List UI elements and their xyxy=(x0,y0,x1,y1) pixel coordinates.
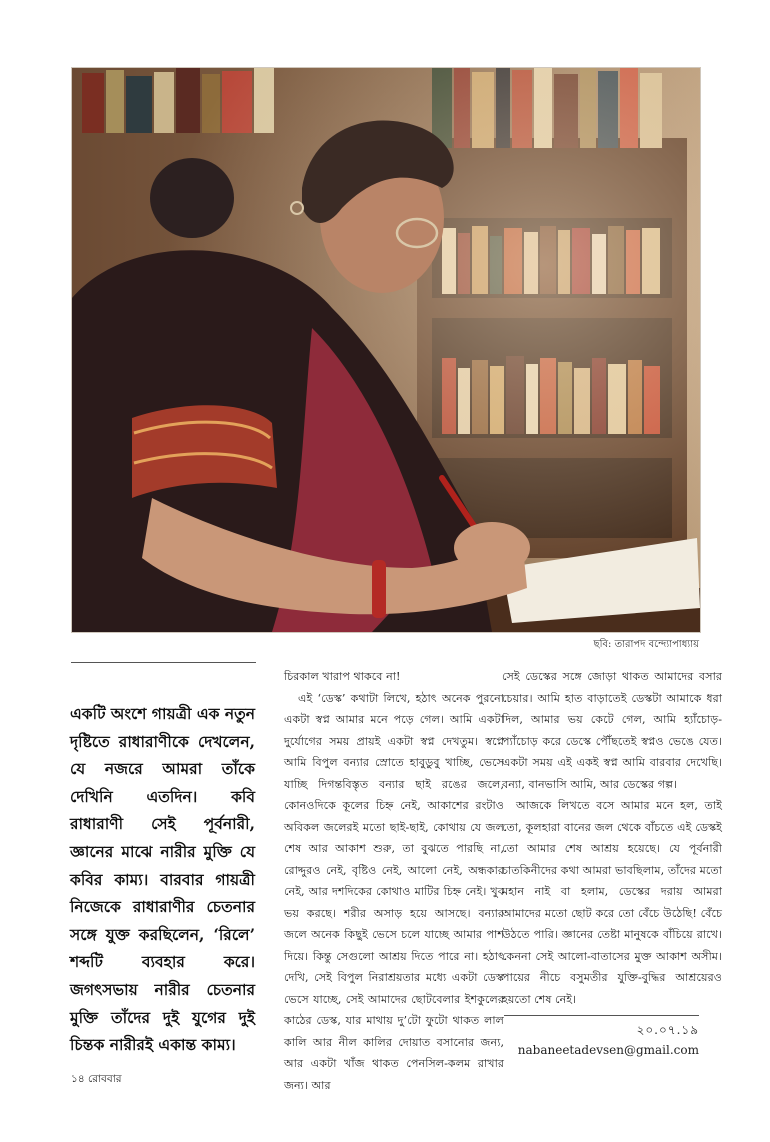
photo-credit: ছবি: তারাপদ বন্দ্যোপাধ্যায় xyxy=(593,639,699,650)
photo-illustration xyxy=(72,68,700,632)
article-column-3 xyxy=(502,666,722,1010)
pull-quote: একটি অংশে গায়ত্রী এক নতুন দৃষ্টিতে রাধারাণীকে দেখলেন, যে নজরে আমরা তাঁকে দেখিনি এতদিন। কবি রাধারাণী সেই পূর্বনারী, জ্ঞানের মাঝে নারীর মুক্তি যে কবির কাম্য। বারবার গায়ত্রী নিজেকে রাধারাণীর চেতনার সঙ্গে যুক্ত করছিলেন, ‘রিলে’ শব্দটি ব্যবহার করে। জগৎসভায় নারীর চেতনার মুক্তি তাঁদের দুই যুগের দুই চিন্তক নারীরই একান্ত কাম্য। xyxy=(70,704,255,1055)
article-photo xyxy=(71,67,701,633)
paragraph: সেই ডেস্কের সঙ্গে জোড়া থাকত আমাদের বসার চেয়ার। আমি হাত বাড়াতেই ডেস্কটা আমাকে ধরা দিল, আমার ভয় কেটে গেল, আমি হ্যাঁচোড়-প্যাঁচোড় করে ডেস্কে পৌঁছতেই স্বপ্নও ভেঙে যেত। একটা সময় এই একই স্বপ্ন আমি বারবার দেখেছি। বন্যা, বানভাসি আমি, আর ডেস্কের গল্প। xyxy=(502,670,722,791)
article-column-2 xyxy=(284,666,504,1096)
page-footer: ১৪ রোববার xyxy=(71,1073,122,1085)
signature-rule xyxy=(504,1015,699,1016)
paragraph: চিরকাল খারাপ থাকবে না! xyxy=(284,670,401,683)
paragraph: আজকে লিখতে বসে আমার মনে হল, তাই তো, কূলহারা বানের জল থেকে বাঁচতে এই ডেস্কই তো আমার শেষ আশ্রয় হয়েছে। যে পূর্বনারী চাতকিনীদের কথা আমরা ভাবছিলাম, তাঁদের মতো মহান নাই বা হলাম, ডেস্কের দরায় আমরা আমাদের মতো ছোট করে তো বেঁচে উঠেছি! বেঁচে উঠতে পারি। জ্ঞানের তেষ্টা মানুষকে বাঁচিয়ে রাখে। কেননা সেই আলো-বাতাসের মুক্ত আকাশ অসীম। পায়ের নীচে বসুমতীর যুক্তি-বুদ্ধির আশ্রয়েরও হয়তো শেষ নেই। xyxy=(502,799,722,1006)
pull-quote-top-rule xyxy=(71,662,256,663)
author-email: nabaneetadevsen@gmail.com xyxy=(517,1043,699,1057)
paragraph: এই ‘ডেস্ক’ কথাটা লিখে, হঠাৎ অনেক পুরনো একটা স্বপ্ন আমার মনে পড়ে গেল। আমি একটা দুর্যোগের সময় প্রায়ই একটা স্বপ্ন দেখতুম। স্বপ্নে আমি বিপুল বন্যার স্রোতে হাবুডুবু খাচ্ছি, ভেসে যাচ্ছি দিগন্তবিস্তৃত বন্যার ছাই রঙের জলে, কোনওদিকে কূলের চিহ্ন নেই, আকাশের রংটাও অবিকল জলেরই মতো ছাই-ছাই, কোথায় যে জল শেষ আর আকাশ শুরু, তা বুঝতে পারছি না, রোদ্দুরও নেই, বৃষ্টিও নেই, আলো নেই, অন্ধকার নেই, আর দশদিকের কোথাও মাটির চিহ্ন নেই। খুব ভয় করছে। শরীর অসাড় হয়ে আসছে। বন্যার জলে অনেক কিছুই ভেসে চলে যাচ্ছে আমার পাশ দিয়ে। কিন্তু সেগুলো আশ্রয় দিতে পারে না। হঠাৎ দেখি, সেই বিপুল নিরাশ্রয়তার মধ্যে একটা ডেস্ক ভেসে যাচ্ছে, সেই আমাদের ছোটবেলার ইশকুলের কাঠের ডেস্ক, যার মাথায় দু’টো ফুটো থাকত লাল কালি আর নীল কালির দোয়াত বসানোর জন্য, আর একটা খাঁজ থাকত পেনসিল-কলম রাখার জন্য। আর xyxy=(284,691,504,1092)
article-date: ২০.০৭.১৯ xyxy=(636,1023,699,1037)
